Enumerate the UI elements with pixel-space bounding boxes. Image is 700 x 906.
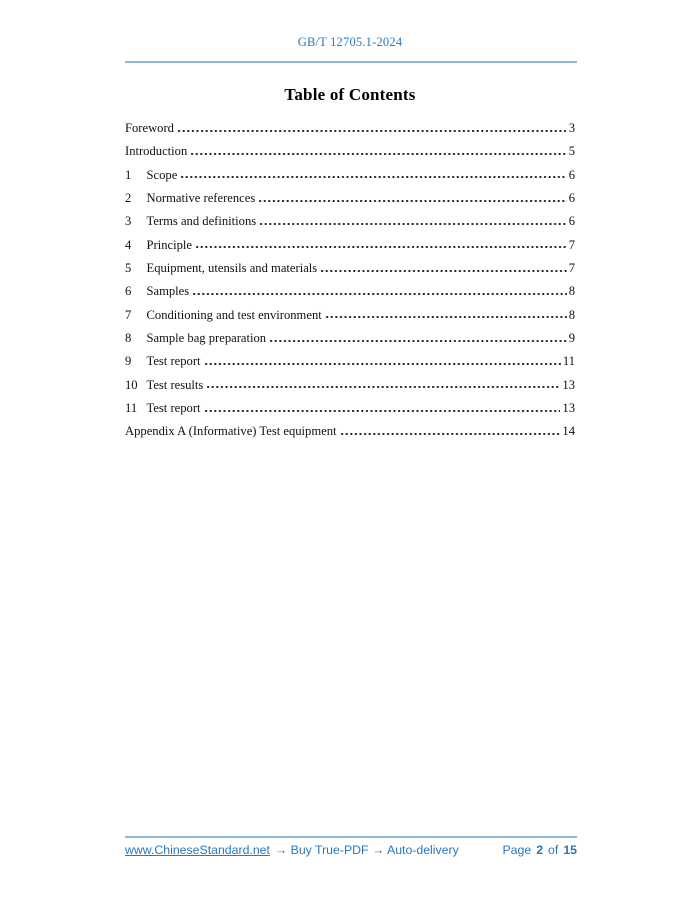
toc-entry-number: 5 <box>125 261 132 276</box>
toc-entry-number: 2 <box>125 191 132 206</box>
toc-entry-title: Conditioning and test environment <box>146 307 322 322</box>
toc-entry-page: 8 <box>568 307 575 322</box>
header-rule <box>125 61 577 63</box>
toc-entry-number: 11 <box>125 401 138 416</box>
toc-entry-page: 11 <box>562 354 575 369</box>
toc-entry-title: Equipment, utensils and materials <box>146 261 318 276</box>
toc-entry-page: 7 <box>568 261 575 276</box>
footer-rule <box>125 836 577 838</box>
toc-leader-dots <box>205 410 561 412</box>
of-label: of <box>548 843 559 857</box>
toc-entry-title: Samples <box>146 284 190 299</box>
toc-entry-title: Foreword <box>125 121 174 135</box>
toc-entry-title: Test report <box>146 354 201 369</box>
toc-entry-test-results <box>125 374 575 397</box>
toc-leader-dots <box>207 386 560 388</box>
toc-entry-page: 13 <box>562 401 575 416</box>
toc-entry-introduction <box>125 140 575 163</box>
toc-entry-page: 14 <box>562 424 575 439</box>
website-link[interactable]: www.ChineseStandard.net <box>125 843 270 857</box>
toc-entry-title: Test report <box>146 401 201 416</box>
toc-entry-terms-definitions <box>125 210 575 233</box>
toc-leader-dots <box>321 270 567 272</box>
toc-entry-page: 8 <box>568 284 575 299</box>
toc-leader-dots <box>270 340 567 342</box>
toc-leader-dots <box>191 153 566 155</box>
page-indicator <box>502 843 577 857</box>
page-label: Page <box>502 843 532 857</box>
toc-entry-foreword <box>125 117 575 140</box>
toc-entry-page: 9 <box>568 331 575 346</box>
toc-leader-dots <box>326 316 567 318</box>
toc-entry-title: Normative references <box>146 191 256 206</box>
toc-entry-title: Terms and definitions <box>146 214 257 229</box>
toc-entry-principle <box>125 234 575 257</box>
toc-entry-number: 10 <box>125 377 138 392</box>
toc-entry-number: 1 <box>125 167 132 182</box>
toc-entry-number: 3 <box>125 214 132 229</box>
toc-entry-title: Test results <box>146 377 204 392</box>
toc-entry-number: 9 <box>125 354 132 369</box>
toc-entry-number: 6 <box>125 284 132 299</box>
toc-leader-dots <box>193 293 567 295</box>
footer-tagline: → Buy True-PDF → Auto-delivery <box>274 843 459 857</box>
page-title: Table of Contents <box>284 85 416 104</box>
toc-entry-test-report-11 <box>125 397 575 420</box>
toc-leader-dots <box>196 246 567 248</box>
toc-leader-dots <box>341 433 561 435</box>
toc-entry-page: 13 <box>562 377 575 392</box>
footer-promo <box>125 843 459 857</box>
page-current: 2 <box>536 843 544 857</box>
toc-leader-dots <box>205 363 561 365</box>
toc-leader-dots <box>181 176 566 178</box>
toc-entry-number: 4 <box>125 237 132 252</box>
toc-leader-dots <box>259 200 566 202</box>
toc-entry-page: 6 <box>568 191 575 206</box>
doc-number-header: GB/T 12705.1-2024 <box>297 35 403 49</box>
toc-leader-dots <box>260 223 567 225</box>
page-total: 15 <box>563 843 577 857</box>
toc-entry-page: 6 <box>568 214 575 229</box>
toc-entry-sample-bag-preparation <box>125 327 575 350</box>
toc-entry-appendix-a <box>125 420 575 443</box>
toc-entry-title: Sample bag preparation <box>146 331 267 346</box>
toc-entry-page: 3 <box>568 121 575 135</box>
toc-entry-samples <box>125 280 575 303</box>
toc-entry-equipment <box>125 257 575 280</box>
toc-entry-scope <box>125 164 575 187</box>
toc-entry-title: Appendix A (Informative) Test equipment <box>125 424 337 439</box>
toc-entry-number: 7 <box>125 307 132 322</box>
toc-list <box>125 117 575 444</box>
toc-entry-conditioning <box>125 304 575 327</box>
page-footer <box>125 843 577 857</box>
toc-entry-page: 7 <box>568 237 575 252</box>
toc-entry-page: 5 <box>568 144 575 159</box>
toc-entry-normative-references <box>125 187 575 210</box>
toc-leader-dots <box>178 130 567 132</box>
toc-entry-test-report-9 <box>125 350 575 373</box>
toc-entry-number: 8 <box>125 331 132 346</box>
toc-entry-title: Scope <box>146 167 178 182</box>
toc-entry-title: Principle <box>146 237 192 252</box>
toc-entry-title: Introduction <box>125 144 188 159</box>
toc-entry-page: 6 <box>568 167 575 182</box>
